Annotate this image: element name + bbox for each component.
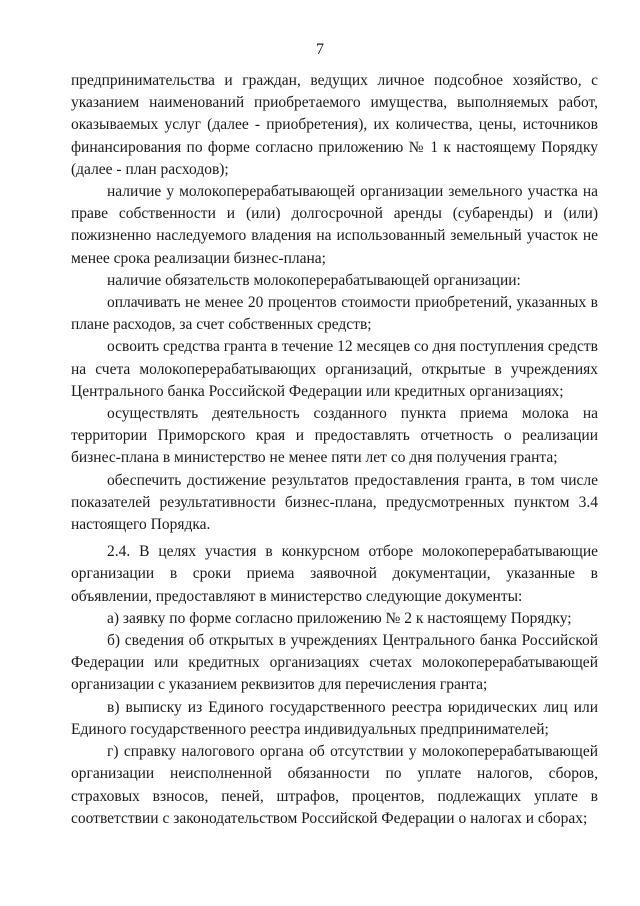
list-item-g: г) справку налогового органа об отсутствии у молокоперерабатывающей организации неисполненной обязанности по уплате налогов, сборов, страховых взносов, пеней, штрафов, процентов, подлежащих уплате в соответствии с законодательством Российской Федерации о налогах и сборах; [71,743,598,827]
paragraph-obligation-results: обеспечить достижение результатов предоставления гранта, в том числе показателей результативности бизнес-плана, предусмотренных пунктом 3.4 настоящего Порядка. [71,471,598,534]
paragraph-obligations-intro: наличие обязательств молокоперерабатывающей организации: [107,271,521,289]
list-item-a: а) заявку по форме согласно приложению № 2 к настоящему Порядку; [107,609,572,627]
paragraph-obligation-spend: освоить средства гранта в течение 12 месяцев со дня поступления средств на счета молокоперерабатывающих организаций, открытые в учреждениях Центрального банка Российской Федерации или кредитных организациях; [71,338,598,400]
paragraph-section-2-4: 2.4. В целях участия в конкурсном отборе молокоперерабатывающие организации в сроки приема заявочной документации, указанные в объявлении, предоставляют в министерство следующие документы: [71,543,598,605]
paragraph-continuation: предпринимательства и граждан, ведущих личное подсобное хозяйство, с указанием наименований приобретаемого имущества, выполняемых работ, оказываемых услуг (далее - приобретения), их количества, цены, источников финансирования по форме согласно приложению № 1 к настоящему Порядку (далее - план расходов); [71,72,598,178]
paragraph-obligation-operate: осуществлять деятельность созданного пункта приема молока на территории Приморского края и предоставлять отчетность о реализации бизнес-плана в министерство не менее пяти лет со дня получения гранта; [71,405,598,467]
list-item-v: в) выписку из Единого государственного реестра юридических лиц или Единого государственного реестра индивидуальных предпринимателей; [71,698,598,738]
paragraph-obligation-pay: оплачивать не менее 20 процентов стоимости приобретений, указанных в плане расходов, за счет собственных средств; [71,294,598,334]
page-number: 7 [316,41,324,58]
document-body [71,70,598,830]
list-item-b: б) сведения об открытых в учреждениях Центрального банка Российской Федерации или кредитных организациях счетах молокоперерабатывающей организации с указанием реквизитов для перечисления гранта; [71,632,598,694]
paragraph-land-plot: наличие у молокоперерабатывающей организации земельного участка на праве собственности и (или) долгосрочной аренды (субаренды) и (или) пожизненно наследуемого владения на использованный земельный участок не менее срока реализации бизнес-плана; [71,183,598,267]
